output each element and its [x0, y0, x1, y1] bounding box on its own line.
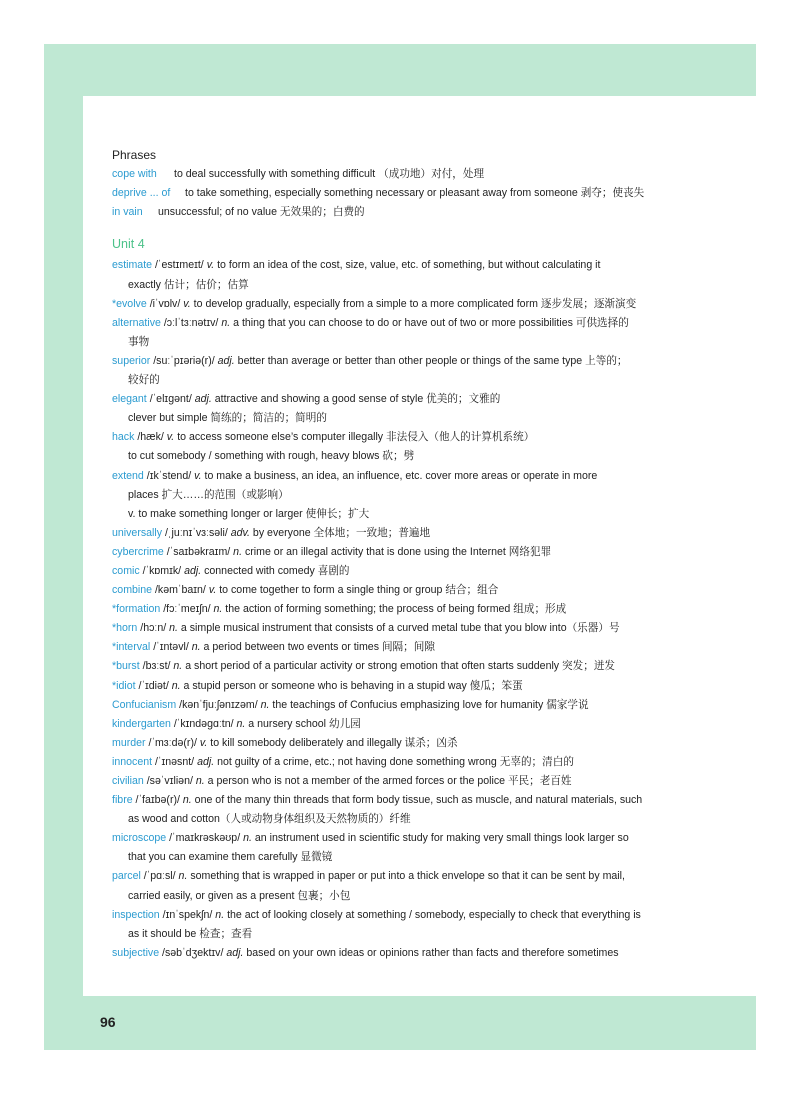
entry-pronunciation: /hɔːn/	[137, 622, 170, 635]
entry-pronunciation: /ˈpɑːsl/	[140, 870, 179, 883]
entry-line	[112, 600, 712, 619]
entry-line	[112, 867, 712, 886]
entry-headword: comic	[112, 564, 140, 577]
entry-pronunciation: /ˈkɪndəɡɑːtn/	[170, 717, 237, 730]
entry-pronunciation: /ˈfaɪbə(r)/	[132, 794, 183, 807]
entry-continuation: carried easily, or given as a present 包裹；小包	[128, 889, 351, 902]
entry-headword: *interval	[112, 641, 151, 654]
unit-title: Unit 4	[112, 237, 145, 252]
entry-line	[112, 715, 712, 734]
entry-line	[112, 314, 712, 333]
entry-definition: to form an idea of the cost, size, value, etc. of something, but without calculating it	[214, 259, 601, 272]
entry-pronunciation: /ˈɪnəsnt/	[152, 755, 198, 768]
entry-part-of-speech: adj.	[197, 755, 215, 768]
entry-line	[112, 619, 712, 638]
glossary-content	[112, 146, 712, 963]
entry-headword: extend	[112, 469, 144, 482]
entry-part-of-speech: v.	[183, 297, 191, 310]
entry-part-of-speech: n.	[221, 316, 231, 329]
entry-part-of-speech: n.	[260, 698, 270, 711]
entry-definition: a period between two events or times 间隔；间隙	[200, 641, 435, 654]
phrase-item	[112, 165, 712, 184]
entry-headword: *formation	[112, 603, 161, 616]
entry-definition: a thing that you can choose to do or have out of two or more possibilities 可供选择的	[230, 316, 629, 329]
entry-pronunciation: /suːˈpɪəriə(r)/	[150, 354, 218, 367]
entry-continuation: places 扩大……的范围（或影响）	[128, 488, 289, 501]
entry-part-of-speech: v.	[206, 259, 215, 272]
entry-continuation: to cut somebody / something with rough, heavy blows 砍；劈	[128, 450, 415, 463]
entry-line	[112, 734, 712, 753]
entry-line	[112, 467, 712, 486]
entry-pronunciation: /bɜːst/	[139, 660, 174, 673]
entry-definition: to come together to form a single thing or group 结合；组合	[216, 584, 499, 597]
entry-headword: universally	[112, 526, 163, 539]
entry-definition: to develop gradually, especially from a simple to a more complicated form 逐步发展；逐渐演变	[190, 297, 637, 310]
entry-continuation: that you can examine them carefully 显微镜	[128, 851, 333, 864]
entry-pronunciation: /ˌjuːnɪˈvɜːsəli/	[162, 526, 231, 539]
entry-line	[112, 906, 712, 925]
entry-part-of-speech: adv.	[230, 526, 250, 539]
entry-definition: better than average or better than other people or things of the same type 上等的；	[234, 354, 628, 367]
entry-pronunciation: /fɔːˈmeɪʃn/	[160, 603, 214, 616]
entry-continuation: clever but simple 简练的；简洁的；简明的	[128, 412, 327, 425]
entry-pronunciation: /kəmˈbaɪn/	[152, 584, 209, 597]
entry-definition: the act of looking closely at something / somebody, especially to check that everything is	[224, 908, 641, 921]
entry-definition: not guilty of a crime, etc.; not having done something wrong 无辜的；清白的	[214, 755, 574, 768]
entry-part-of-speech: n.	[173, 660, 183, 673]
entry-pronunciation: /kənˈfjuːʃənɪzəm/	[176, 698, 261, 711]
entry-part-of-speech: n.	[233, 545, 243, 558]
entry-headword: kindergarten	[112, 717, 171, 730]
entry-pronunciation: /ˈestɪmeɪt/	[152, 259, 207, 272]
entry-headword: inspection	[112, 908, 160, 921]
entry-part-of-speech: v.	[208, 584, 217, 597]
entry-pronunciation: /səˈvɪliən/	[143, 775, 196, 787]
entry-headword: fibre	[112, 794, 133, 807]
entry-part-of-speech: v.	[199, 736, 208, 749]
entry-definition: a person who is not a member of the armed forces or the police 平民；老百姓	[204, 775, 572, 787]
entry-pronunciation: /ˈkɒmɪk/	[139, 564, 185, 577]
entry-headword: elegant	[112, 393, 147, 406]
entry-continuation: as wood and cotton（人或动物身体组织及天然物质的）纤维	[128, 813, 411, 826]
entry-definition: an instrument used in scientific study for making very small things look larger so	[251, 832, 629, 845]
page-number: 96	[100, 1014, 116, 1030]
entry-definition: a short period of a particular activity or strong emotion that often starts suddenly 突发；迸发	[182, 660, 616, 673]
entry-part-of-speech: adj.	[184, 564, 202, 577]
entry-headword: *horn	[112, 622, 138, 635]
entry-continuation: v. to make something longer or larger 使伸长；扩大	[128, 507, 370, 520]
entry-line	[112, 791, 712, 810]
vocabulary-list	[112, 256, 712, 962]
entry-pronunciation: /ˈsaɪbəkraɪm/	[163, 545, 234, 558]
phrase-definition: unsuccessful; of no value 无效果的；白费的	[158, 206, 365, 219]
entry-headword: alternative	[112, 316, 161, 329]
entry-line	[112, 829, 712, 848]
entry-headword: subjective	[112, 946, 160, 959]
entry-definition: to make a business, an idea, an influence, etc. cover more areas or operate in more	[201, 469, 598, 482]
entry-part-of-speech: n.	[178, 870, 188, 883]
phrase-list	[112, 165, 712, 222]
entry-part-of-speech: n.	[213, 603, 223, 616]
entry-continuation: exactly 估计；估价；估算	[128, 278, 249, 291]
phrase-term: deprive ... of	[112, 187, 171, 200]
entry-part-of-speech: n.	[169, 622, 178, 635]
entry-headword: murder	[112, 736, 146, 749]
phrase-definition: to deal successfully with something difficult （成功地）对付，处理	[174, 168, 485, 181]
entry-definition: connected with comedy 喜剧的	[201, 564, 350, 577]
entry-headword: hack	[112, 431, 135, 444]
entry-definition: a stupid person or someone who is behaving in a stupid way 傻瓜；笨蛋	[180, 679, 523, 692]
entry-line	[112, 657, 712, 676]
entry-line	[112, 696, 712, 715]
entry-line	[112, 638, 712, 657]
entry-pronunciation: /ˈmɜːdə(r)/	[145, 736, 200, 749]
entry-definition: to kill somebody deliberately and illegally 谋杀；凶杀	[207, 736, 458, 749]
entry-definition: the teachings of Confucius emphasizing love for humanity 儒家学说	[269, 698, 589, 711]
entry-part-of-speech: n.	[195, 775, 205, 787]
entry-part-of-speech: v.	[194, 469, 202, 482]
entry-pronunciation: /ˈmaɪkrəskəʊp/	[166, 832, 244, 845]
entry-part-of-speech: n.	[236, 717, 246, 730]
entry-headword: microscope	[112, 832, 167, 845]
entry-headword: cybercrime	[112, 545, 164, 558]
entry-pronunciation: /ɔːlˈtɜːnətɪv/	[160, 316, 222, 329]
entry-part-of-speech: adj.	[226, 946, 244, 959]
phrase-item	[112, 203, 712, 222]
entry-part-of-speech: n.	[215, 908, 225, 921]
entry-part-of-speech: v.	[166, 431, 175, 444]
entry-pronunciation: /ˈelɪɡənt/	[146, 393, 195, 406]
entry-definition: by everyone 全体地；一致地；普遍地	[249, 526, 431, 539]
entry-headword: Confucianism	[112, 698, 177, 711]
entry-line	[112, 390, 712, 409]
entry-line	[112, 543, 712, 562]
entry-continuation: 较好的	[128, 374, 160, 387]
entry-definition: to access someone else’s computer illegally 非法侵入（他人的计算机系统）	[174, 431, 535, 444]
entry-pronunciation: /hæk/	[134, 431, 167, 444]
entry-headword: innocent	[112, 755, 153, 768]
entry-continuation: 事物	[128, 335, 150, 348]
entry-pronunciation: /ɪnˈspekʃn/	[159, 908, 216, 921]
entry-headword: combine	[112, 584, 153, 597]
entry-line	[112, 428, 712, 447]
phrase-definition: to take something, especially something necessary or pleasant away from someone 剥夺；使丧失	[185, 187, 645, 200]
entry-definition: a nursery school 幼儿园	[245, 717, 361, 730]
entry-line	[112, 524, 712, 543]
entry-pronunciation: /ɪkˈstend/	[143, 469, 195, 482]
entry-pronunciation: /ˈɪntəvl/	[150, 641, 192, 654]
entry-definition: the action of forming something; the process of being formed 组成；形成	[222, 603, 567, 616]
entry-headword: *idiot	[112, 679, 136, 692]
phrase-term: in vain	[112, 206, 143, 219]
entry-headword: superior	[112, 354, 151, 367]
entry-part-of-speech: adj.	[217, 354, 235, 367]
entry-definition: crime or an illegal activity that is done using the Internet 网络犯罪	[242, 545, 552, 558]
entry-headword: estimate	[112, 259, 153, 272]
entry-line	[112, 352, 712, 371]
entry-part-of-speech: n.	[171, 679, 181, 692]
entry-headword: parcel	[112, 870, 141, 883]
entry-pronunciation: /səbˈdʒektɪv/	[159, 946, 227, 959]
entry-line	[112, 772, 712, 791]
entry-definition: something that is wrapped in paper or put into a thick envelope so that it can be sent by mail,	[187, 870, 625, 883]
entry-line	[112, 562, 712, 581]
entry-line	[112, 581, 712, 600]
entry-line	[112, 944, 712, 963]
entry-part-of-speech: n.	[191, 641, 201, 654]
entry-part-of-speech: n.	[243, 832, 252, 845]
entry-headword: civilian	[112, 775, 144, 787]
entry-definition: one of the many thin threads that form body tissue, such as muscle, and natural materials, such	[191, 794, 643, 807]
entry-line	[112, 677, 712, 696]
entry-continuation: as it should be 检查；查看	[128, 927, 253, 940]
entry-headword: *evolve	[112, 297, 147, 310]
entry-definition: based on your own ideas or opinions rather than facts and therefore sometimes	[243, 946, 619, 959]
phrase-item	[112, 184, 712, 203]
entry-headword: *burst	[112, 660, 140, 673]
entry-line	[112, 753, 712, 772]
entry-part-of-speech: adj.	[194, 393, 212, 406]
entry-definition: a simple musical instrument that consists of a curved metal tube that you blow into（乐器）号	[177, 622, 620, 635]
entry-line	[112, 256, 712, 275]
entry-part-of-speech: n.	[182, 794, 192, 807]
entry-line	[112, 295, 712, 314]
entry-pronunciation: /iˈvɒlv/	[146, 297, 184, 310]
phrase-term: cope with	[112, 168, 157, 181]
entry-definition: attractive and showing a good sense of style 优美的；文雅的	[211, 393, 501, 406]
entry-pronunciation: /ˈɪdiət/	[135, 679, 172, 692]
phrases-heading: Phrases	[112, 148, 157, 162]
